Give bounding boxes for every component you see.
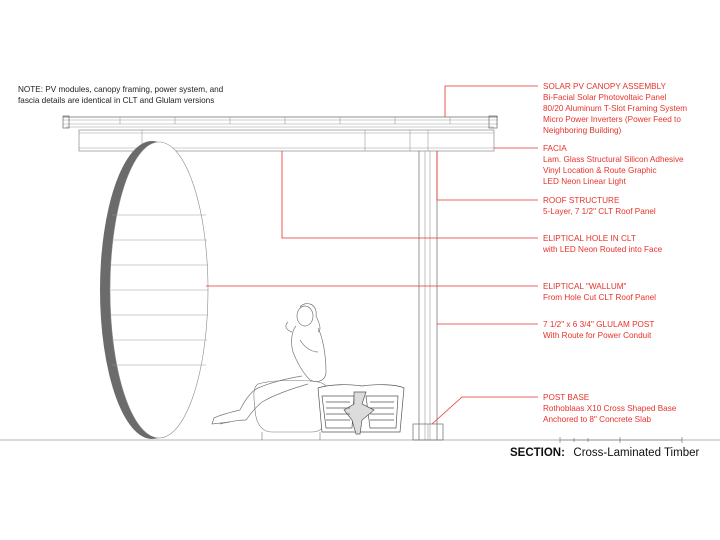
callout-post-base [543,393,677,424]
section-title [510,443,699,460]
callout-heading-solar-pv: SOLAR PV CANOPY ASSEMBLY [543,82,667,91]
power-unit [318,385,404,434]
callout-line: 80/20 Aluminum T-Slot Framing System [543,104,688,113]
callout-line: LED Neon Linear Light [543,177,626,186]
callout-line: From Hole Cut CLT Roof Panel [543,293,657,302]
callout-line: Rothoblaas X10 Cross Shaped Base [543,404,677,413]
callout-eliptical-wallum [543,282,656,302]
callout-line: 5-Layer, 7 1/2" CLT Roof Panel [543,207,656,216]
elliptical-wallum [100,141,208,439]
scale-bar [560,437,682,443]
solar-pv-canopy [63,116,498,128]
section-title-bold: SECTION: [510,447,565,459]
callout-line: Lam. Glass Structural Silicon Adhesive [543,155,684,164]
note-line-2: fascia details are identical in CLT and Glulam versions [18,96,215,105]
callout-line: Bi-Facial Solar Photovoltaic Panel [543,93,667,102]
callout-line: Neighboring Building) [543,126,622,135]
callout-line: Vinyl Location & Route Graphic [543,166,657,175]
callout-facia [543,144,684,186]
callout-solar-pv [543,82,687,135]
callout-glulam-post [543,320,654,340]
note-line-1: NOTE: PV modules, canopy framing, power system, and [18,85,224,94]
callout-heading-post-base: POST BASE [543,393,590,402]
callout-line: Anchored to 8" Concrete Slab [543,415,652,424]
section-title-regular: Cross-Laminated Timber [573,447,700,459]
callout-heading-eliptical-hole: ELIPTICAL HOLE IN CLT [543,234,636,243]
callout-heading-facia: FACIA [543,144,567,153]
callout-heading-roof-structure: ROOF STRUCTURE [543,196,620,205]
callout-roof-structure [543,196,656,216]
callout-line: Micro Power Inverters (Power Feed to [543,115,681,124]
callout-line: with LED Neon Routed into Face [543,245,663,254]
callout-line: With Route for Power Conduit [543,331,652,340]
callout-heading-glulam-post: 7 1/2" x 6 3/4" GLULAM POST [543,320,655,329]
seated-person [212,304,326,424]
callout-heading-eliptical-wallum: ELIPTICAL "WALLUM" [543,282,627,291]
callout-eliptical-hole [542,234,663,254]
glulam-post [413,151,443,440]
